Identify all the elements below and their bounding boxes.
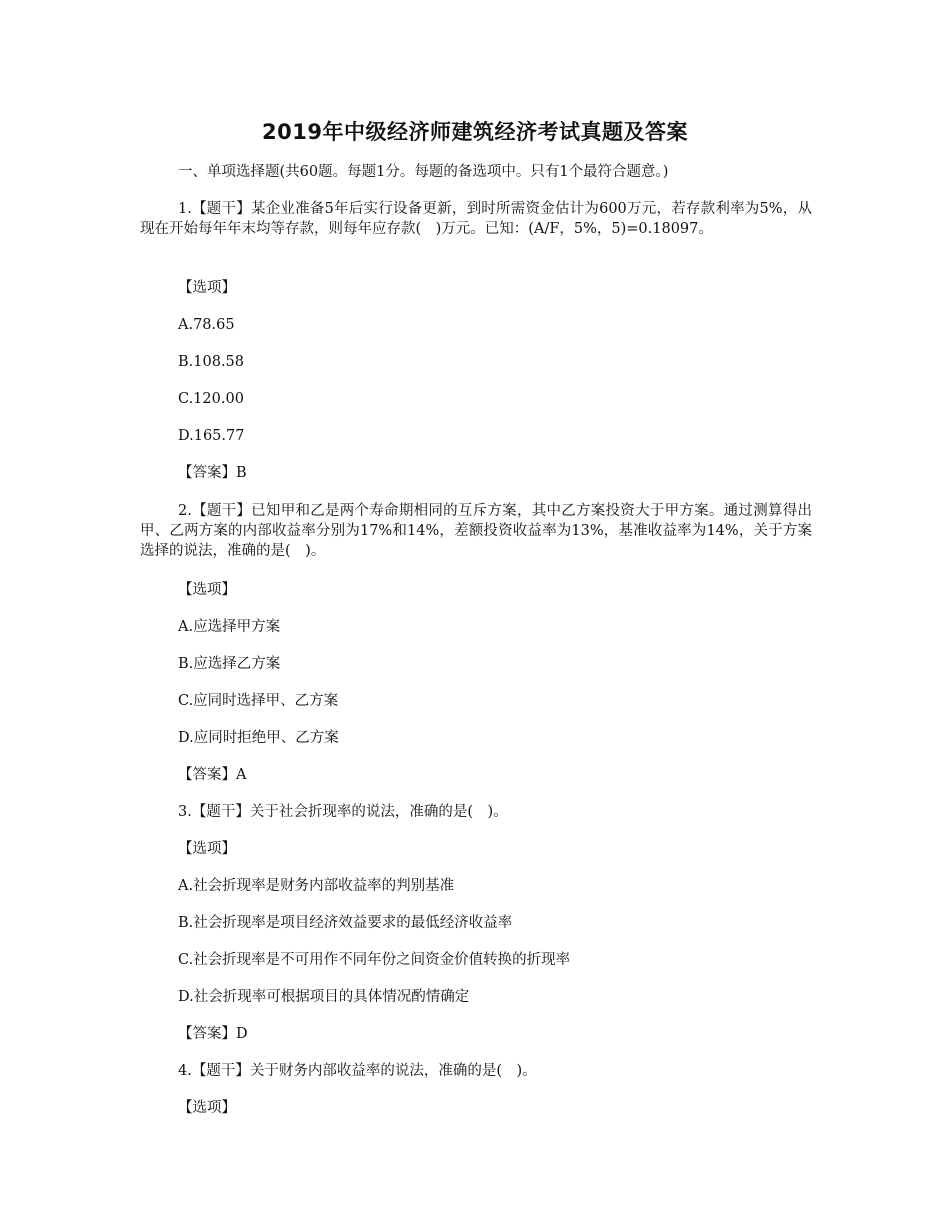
- document-title: 2019年中级经济师建筑经济考试真题及答案: [262, 120, 688, 144]
- question-1-stem: 1.【题干】某企业准备5年后实行设备更新，到时所需资金估计为600万元，若存款利率为5%，从现在开始每年年末均等存款，则每年应存款( )万元。已知：(A/F，5%，5)=0.18097。: [140, 201, 812, 237]
- question-2-option-b: B.应选择乙方案: [178, 656, 281, 672]
- question-1-option-d: D.165.77: [178, 428, 245, 444]
- question-2-option-c: C.应同时选择甲、乙方案: [178, 693, 339, 709]
- question-2-option-a: A.应选择甲方案: [178, 619, 281, 635]
- question-3-option-a: A.社会折现率是财务内部收益率的判别基准: [178, 878, 455, 894]
- question-1-answer: 【答案】B: [178, 465, 247, 481]
- question-3-options-label: 【选项】: [178, 841, 236, 857]
- question-3-stem: 3.【题干】关于社会折现率的说法，准确的是( )。: [178, 804, 508, 820]
- question-1-option-b: B.108.58: [178, 354, 245, 370]
- section-heading: 一、单项选择题(共60题。每题1分。每题的备选项中。只有1个最符合题意。): [178, 164, 669, 180]
- question-3-option-c: C.社会折现率是不可用作不同年份之间资金价值转换的折现率: [178, 952, 571, 968]
- question-1-option-a: A.78.65: [178, 317, 235, 333]
- question-2-options-label: 【选项】: [178, 582, 236, 598]
- question-2-answer: 【答案】A: [178, 767, 247, 783]
- question-4-options-label: 【选项】: [178, 1100, 236, 1116]
- question-4-stem: 4.【题干】关于财务内部收益率的说法，准确的是( )。: [178, 1063, 537, 1079]
- question-3-answer: 【答案】D: [178, 1026, 248, 1042]
- question-1-options-label: 【选项】: [178, 280, 236, 296]
- question-3-option-d: D.社会折现率可根据项目的具体情况酌情确定: [178, 989, 470, 1005]
- question-2-stem: 2.【题干】已知甲和乙是两个寿命期相同的互斥方案，其中乙方案投资大于甲方案。通过测算得出甲、乙两方案的内部收益率分别为17%和14%，差额投资收益率为13%，基准收益率为14%，关于方案选择的说法，准确的是( )。: [140, 503, 812, 559]
- question-3-option-b: B.社会折现率是项目经济效益要求的最低经济收益率: [178, 915, 513, 931]
- question-1-option-c: C.120.00: [178, 391, 244, 407]
- question-2-option-d: D.应同时拒绝甲、乙方案: [178, 730, 339, 746]
